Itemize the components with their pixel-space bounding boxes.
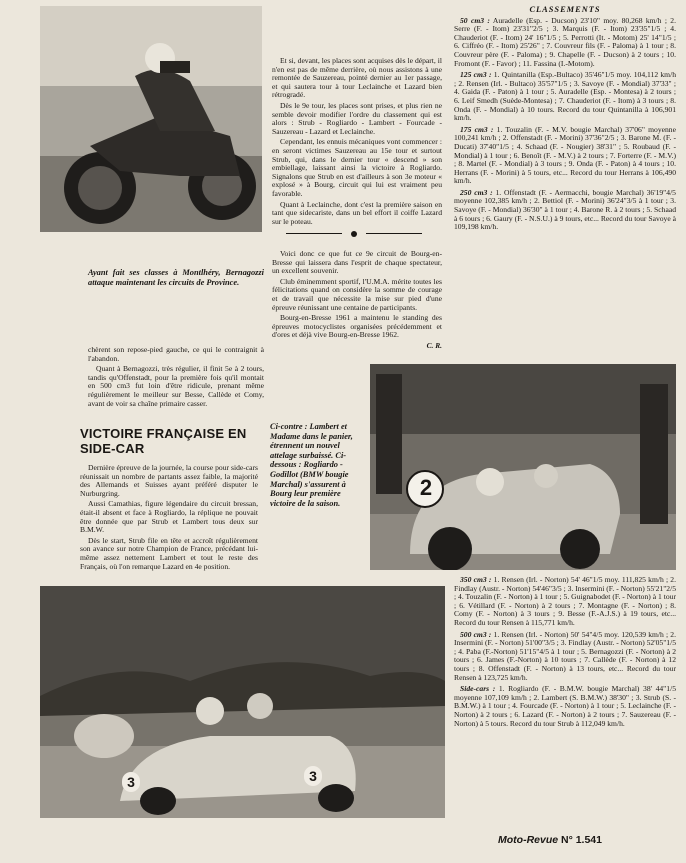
category-label: 125 cm3 : [460,70,492,80]
paragraph: Bourg-en-Bresse 1961 a maintenu le standing des épreuves motocyclistes organisées précédemment et d'ores et déjà vive Bourg-en-Bresse 1962. [272,313,442,340]
paragraph: Club éminemment sportif, l'U.M.A. mérite toutes les félicitations quand on considère la somme de courage et de travail que nécessite la mise sur pied d'une épreuve réunissant une centaine de participants. [272,276,442,312]
paragraph: Dès le 9e tour, les places sont prises, et plus rien ne semble devoir modifier l'ordre du classement qui est alors : Strub - Rogliardo - Lambert - Fourcade - Sauzereau - Lazard et Leclainche. [272,100,442,136]
article-left-continuation [88,346,264,410]
issue-number: N° 1.541 [561,834,602,846]
paragraph: Et si, devant, les places sont acquises dès le départ, il n'en est pas de même derrière, où nous assistons à une remontée de Sauzereau, pointé dernier au 1er passage, et qui sautera tour à tour Leclainche et Lazard bien rétrogradé. [272,56,442,100]
paragraph: Quant à Bernagozzi, très régulier, il finit 5e à 2 tours, tandis qu'Offenstadt, pour la première fois qu'il montait en 500 cm3 fut loin d'être ridicule, prenant même régulièrement le meilleur sur Besse, Callède et Comy, avant de voir sa chaîne primaire casser. [88,364,264,408]
section-heading-sidecar: VICTOIRE FRANÇAISE EN SIDE-CAR [80,426,247,456]
article-sidecar [80,464,258,573]
result-text: 1. Rogliardo (F. - B.M.W. bougie Marchal) 38' 44"1/5 moyenne 107,109 km/h ; 2. Lambert (S. B.M.W.) 38'30" ; 3. Strub (S. - B.M.W.) à 1 tour ; 4. Fourcade (F. - Norton) à 1 tour ; 5. Leclainche (F. - Norton) à 2 tours ; 6. Lazard (F. - Norton) à 2 tours ; 7. Sauzereau (F. - Norton) à 5 tours. Record du tour Strub à 112,049 km/h. [454,684,676,728]
photo-motorcycle-rider [40,6,262,232]
section-divider-bullet [286,231,426,237]
paragraph: Quant à Leclainche, dont c'est la première saison en tant que sidecariste, dans un bel effort il coiffe Lazard sur le poteau. [272,199,442,226]
race-number-badge: 3 [122,772,140,792]
race-number-badge: 2 [419,475,433,500]
paragraph: Dès le start, Strub file en tête et accroît régulièrement son avance sur notre Champion de France, précédant lui-même assez nettement Lambert et tout le reste des Français, où l'on remarque Lazard en 4e position. [80,535,258,571]
classements-bottom [454,576,676,731]
result-text: 1. Rensen (Irl. - Norton) 54' 46"1/5 moy. 111,825 km/h ; 2. Findlay (Austr. - Norton) 54'46"3/5 ; 3. Insermini (F. - Norton) 55'21"2/5 ; 4. Touzalin (F. - Norton) à 1 tour ; 5. Guignabodet (F. - Norton) à 1 tour ; 6. Vétillard (F. - Norton) à 2 tours ; 7. Montagne (F. - Norton) ; 8. Comy (F. - Norton) à 3 tours ; 9. Besse (F.-A.J.S.) à 19 tours, etc... Record du tour Rensen à 115,771 km/h. [454,575,676,627]
category-label: Side-cars : [460,684,496,694]
result-text: 1. Touzalin (F. - M.V. bougie Marchal) 37'06" moyenne 100,241 km/h ; 2. Offenstadt (F. - Morini) 37'36"2/5 ; 3. Barone M. (F. - Ducati) 37'40"1/5 ; 4. Schaad (F. - Nougier) 38'31" ; 5. Roubaud (F. - Mondial) à 1 tour ; 6. Benoît (F. - M.V.) à 2 tours ; 7. Forterre (F. - M.V.) ; 8. Martel (F. - Mondial) à 3 tours ; 9. Onda (F. - Paton) à 4 tours ; 10. Herrans (F. - Morini) à 5 tours, etc... Record du tour Herrans à 106,490 km/h. [454,124,676,186]
result-block [454,126,676,186]
author-signature: C. R. [426,340,442,350]
result-text: 1. Rensen (Irl. - Norton) 50' 54"4/5 moy. 120,539 km/h ; 2. Insermini (F. - Norton) 51'00"3/5 ; 3. Findlay (Austr. - Norton) 52'05"1/5 ; 4. Paba (F.-Norton) 51'15"4/5 à 1 tour ; 5. Bernagozzi (F. - Norton) à 2 tours ; 6. James (F.-Norton) à 10 tours ; 7. Callède (F. - Norton) à 12 tours ; 8. Offenstadt (F. - Norton) à 13 tours, etc... Record du tour Rensen à 123,725 km/h. [454,629,676,682]
category-label: 250 cm3 : [460,187,493,197]
classements-top [454,6,676,235]
result-text: 1. Offenstadt (F. - Aermacchi, bougie Marchal) 36'19"4/5 moyenne 102,385 km/h ; 2. Bettiol (F. - Morini) 36'24"3/5 à 1 tour ; 3. Savoye (F. - Mondial) 36'30" à 1 tour ; 4. Barone R. à 2 tours ; 5. Schaad à 6 tours ; 6. Gaury (F. - N.S.U.) à 9 tours, etc... Record du tour Savoye à 109,198 km/h. [454,187,676,232]
paragraph: Cependant, les ennuis mécaniques vont commencer : en seront victimes Sauzereau au 15e tour et surtout Strub, qui, dans le dernier tour « descend » son embiellage, laissant ainsi la victoire à Rogliardo. Signalons que Strub en est d'ailleurs à son 3e moteur « explosé » à Bourg, circuit qui lui est vraiment peu favorable. [272,137,442,198]
magazine-name: Moto-Revue [498,834,559,846]
result-text: 1. Quintanilla (Esp.-Bultaco) 35'46"1/5 moy. 104,112 km/h ; 2. Rensen (Irl. - Bultaco) 35'57"1/5 ; 3. Savoye (F. - Mondial) 37'33" ; 4. Gaida (F. - Paton) à 1 tour ; 5. Auradelle (Esp. - Montesa) à 2 tours ; 6. Leif Smedh (Suède-Montesa) ; 7. Chauderiot (F. - Itom) à 3 tours ; 8. Onda (F. - Mondial) à 10 tours. Record du tour Quintanilla à 106,901 km/h. [454,70,676,123]
result-block [454,576,676,628]
category-label: 350 cm3 : [460,575,492,584]
result-text: Auradelle (Esp. - Ducson) 23'10" moy. 80,268 km/h ; 2. Serre (F. - Itom) 23'31"2/5 ; 3. Marquis (F. - Itom) 23'35"1/5 ; 4. Chauderiot (F. - Itom) 24' 16"1/5 ; 5. Perrotti (It. - Motom) 25' 14"1/5 ; 6. Ciffréo (F. - Itom) 25'26" ; 7. Couvreur fils (F. - Paloma) à 1 tour ; 8. Couvreur père (F. - Paloma) ; 9. Chapelle (F. - Ducson) à 2 tours ; 10. Fromont (F. - Favor) ; 11. Fassina (I.-Motom). [454,15,676,68]
paragraph: chèrent son repose-pied gauche, ce qui le contraignit à l'abandon. [88,345,264,363]
result-block [454,71,676,123]
result-block [454,685,676,728]
page-footer [498,834,678,846]
result-block [454,17,676,69]
article-conclusion [272,250,442,351]
caption-top-left: Ayant fait ses classes à Montlhéry, Bernagozzi attaque maintenant les circuits de Province. [88,268,264,287]
photo-sidecar-number-2 [370,364,676,570]
photo-sidecar-rogliardo [40,586,445,818]
article-top-middle [272,57,442,228]
paragraph: Aussi Camathias, figure légendaire du circuit bressan, était-il absent et face à Rogliardo, la réplique ne pouvait être donnée que par Strub et Lambert tous deux sur B.M.W. [80,499,258,535]
classements-title: CLASSEMENTS [529,5,601,14]
category-label: 500 cm3 : [460,629,492,639]
category-label: 175 cm3 : [460,124,494,134]
race-number-badge: 3 [304,766,322,786]
caption-middle-box: Ci-contre : Lambert et Madame dans le panier, étrennent un nouvel attelage surbaissé. Ci-dessous : Rogliardo - Godillot (BMW bougie Marchal) s'assurent à Bourg leur première victoire de la saison. [270,422,353,508]
result-block [454,189,676,232]
paragraph: Voici donc ce que fut ce 9e circuit de Bourg-en-Bresse qui laissera dans l'esprit de chaque spectateur, un excellent souvenir. [272,249,442,276]
result-block [454,631,676,683]
category-label: 50 cm3 : [460,15,490,25]
paragraph: Dernière épreuve de la journée, la course pour side-cars réunissait un nombre de partants assez faible, la majorité des Allemands et Suisses ayant préféré disputer le Nurburgring. [80,463,258,498]
